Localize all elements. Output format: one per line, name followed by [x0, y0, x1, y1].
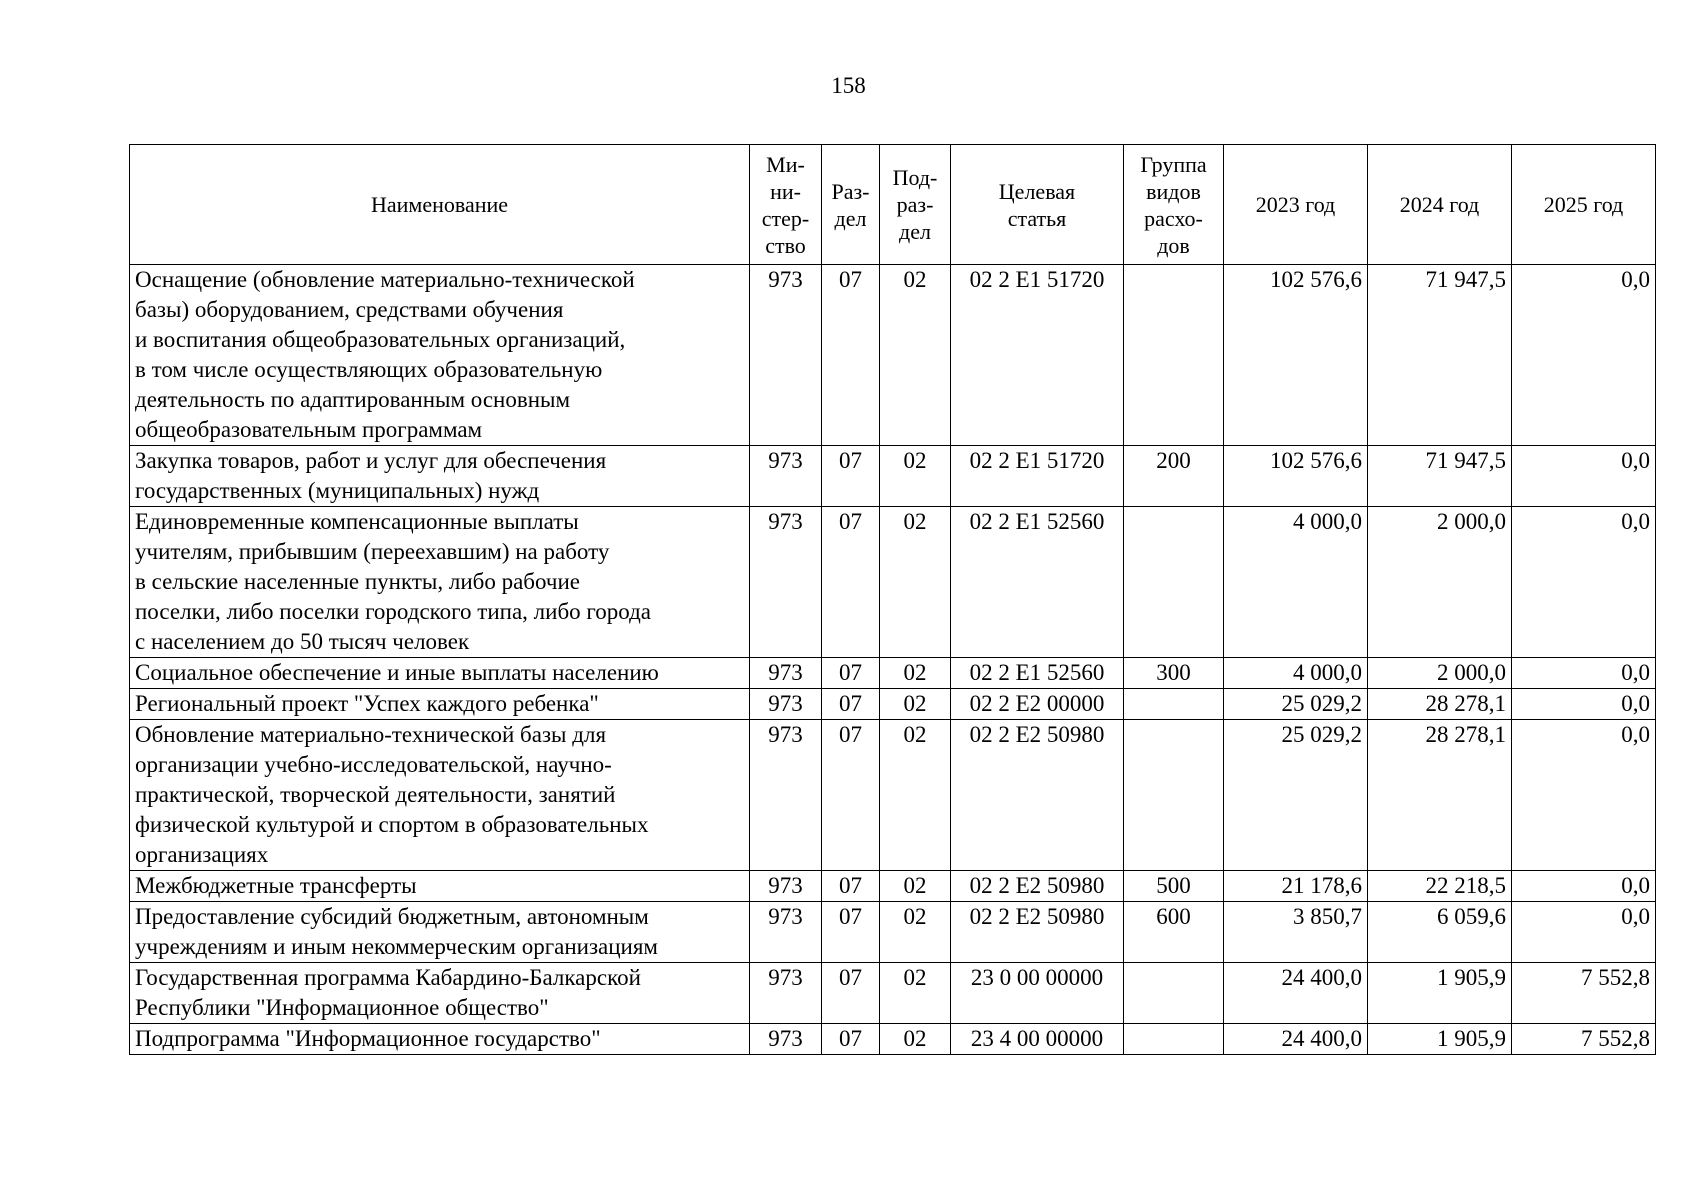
cell-target: 02 2 Е2 50980 — [951, 720, 1124, 871]
cell-target: 23 0 00 00000 — [951, 963, 1124, 1024]
cell-section: 07 — [822, 446, 880, 507]
cell-section: 07 — [822, 963, 880, 1024]
cell-subsection: 02 — [880, 446, 951, 507]
cell-year-2025: 0,0 — [1512, 902, 1656, 963]
header-row — [130, 145, 1656, 265]
cell-subsection: 02 — [880, 689, 951, 720]
cell-section: 07 — [822, 265, 880, 446]
cell-section: 07 — [822, 902, 880, 963]
cell-year-2023: 24 400,0 — [1224, 1024, 1368, 1055]
cell-subsection: 02 — [880, 720, 951, 871]
cell-year-2024: 71 947,5 — [1368, 265, 1512, 446]
header-year-2025: 2025 год — [1512, 145, 1656, 265]
table-row — [130, 1024, 1656, 1055]
cell-subsection: 02 — [880, 871, 951, 902]
cell-year-2024: 71 947,5 — [1368, 446, 1512, 507]
cell-subsection: 02 — [880, 658, 951, 689]
header-subsection: Под- раз- дел — [880, 145, 951, 265]
cell-year-2024: 2 000,0 — [1368, 658, 1512, 689]
table-row — [130, 507, 1656, 658]
cell-expense-group — [1124, 507, 1224, 658]
table-row — [130, 658, 1656, 689]
cell-ministry: 973 — [750, 1024, 822, 1055]
cell-year-2023: 25 029,2 — [1224, 689, 1368, 720]
header-ministry: Ми- ни- стер- ство — [750, 145, 822, 265]
cell-ministry: 973 — [750, 720, 822, 871]
table-row — [130, 902, 1656, 963]
cell-name: Государственная программа Кабардино-Балкарской Республики "Информационное общество" — [130, 963, 750, 1024]
cell-expense-group — [1124, 720, 1224, 871]
cell-year-2023: 4 000,0 — [1224, 507, 1368, 658]
cell-name: Подпрограмма "Информационное государство" — [130, 1024, 750, 1055]
table-row — [130, 446, 1656, 507]
table-row — [130, 689, 1656, 720]
cell-year-2023: 102 576,6 — [1224, 446, 1368, 507]
cell-year-2025: 0,0 — [1512, 658, 1656, 689]
cell-name: Закупка товаров, работ и услуг для обеспечения государственных (муниципальных) нужд — [130, 446, 750, 507]
cell-target: 02 2 Е2 50980 — [951, 902, 1124, 963]
cell-target: 02 2 Е2 50980 — [951, 871, 1124, 902]
cell-ministry: 973 — [750, 871, 822, 902]
cell-year-2023: 21 178,6 — [1224, 871, 1368, 902]
table-header — [130, 145, 1656, 265]
cell-name: Социальное обеспечение и иные выплаты населению — [130, 658, 750, 689]
cell-section: 07 — [822, 1024, 880, 1055]
cell-year-2024: 6 059,6 — [1368, 902, 1512, 963]
table-row — [130, 720, 1656, 871]
cell-name: Межбюджетные трансферты — [130, 871, 750, 902]
cell-name: Обновление материально-технической базы для организации учебно-исследовательской, научно- практической, творческой деятельности, занятий физической культурой и спортом в образовательных организациях — [130, 720, 750, 871]
cell-ministry: 973 — [750, 658, 822, 689]
table-row — [130, 265, 1656, 446]
cell-year-2024: 28 278,1 — [1368, 689, 1512, 720]
cell-section: 07 — [822, 871, 880, 902]
cell-year-2025: 0,0 — [1512, 871, 1656, 902]
cell-year-2025: 0,0 — [1512, 265, 1656, 446]
cell-expense-group — [1124, 265, 1224, 446]
cell-year-2023: 24 400,0 — [1224, 963, 1368, 1024]
cell-section: 07 — [822, 658, 880, 689]
cell-ministry: 973 — [750, 507, 822, 658]
cell-year-2023: 102 576,6 — [1224, 265, 1368, 446]
cell-year-2025: 7 552,8 — [1512, 963, 1656, 1024]
cell-subsection: 02 — [880, 963, 951, 1024]
cell-ministry: 973 — [750, 265, 822, 446]
cell-expense-group: 600 — [1124, 902, 1224, 963]
header-year-2024: 2024 год — [1368, 145, 1512, 265]
cell-year-2024: 2 000,0 — [1368, 507, 1512, 658]
cell-name: Региональный проект "Успех каждого ребенка" — [130, 689, 750, 720]
cell-expense-group: 500 — [1124, 871, 1224, 902]
cell-target: 02 2 Е1 52560 — [951, 658, 1124, 689]
cell-target: 02 2 Е1 51720 — [951, 446, 1124, 507]
cell-year-2025: 0,0 — [1512, 689, 1656, 720]
cell-expense-group: 200 — [1124, 446, 1224, 507]
header-section: Раз- дел — [822, 145, 880, 265]
cell-ministry: 973 — [750, 902, 822, 963]
cell-target: 02 2 Е1 51720 — [951, 265, 1124, 446]
cell-year-2024: 28 278,1 — [1368, 720, 1512, 871]
cell-expense-group — [1124, 963, 1224, 1024]
cell-year-2024: 1 905,9 — [1368, 963, 1512, 1024]
table-body — [130, 265, 1656, 1055]
header-expense-group: Группа видов расхо- дов — [1124, 145, 1224, 265]
cell-name: Оснащение (обновление материально-технической базы) оборудованием, средствами обучения и воспитания общеобразовательных организаций, в том числе осуществляющих образовательную деятельность по адаптированным основным общеобразовательным программам — [130, 265, 750, 446]
cell-section: 07 — [822, 507, 880, 658]
cell-ministry: 973 — [750, 446, 822, 507]
cell-year-2025: 7 552,8 — [1512, 1024, 1656, 1055]
header-year-2023: 2023 год — [1224, 145, 1368, 265]
cell-section: 07 — [822, 689, 880, 720]
cell-ministry: 973 — [750, 963, 822, 1024]
header-name: Наименование — [130, 145, 750, 265]
cell-year-2023: 3 850,7 — [1224, 902, 1368, 963]
cell-expense-group — [1124, 689, 1224, 720]
cell-subsection: 02 — [880, 902, 951, 963]
cell-year-2024: 1 905,9 — [1368, 1024, 1512, 1055]
cell-subsection: 02 — [880, 265, 951, 446]
table-row — [130, 963, 1656, 1024]
cell-year-2023: 4 000,0 — [1224, 658, 1368, 689]
cell-name: Предоставление субсидий бюджетным, автономным учреждениям и иным некоммерческим организациям — [130, 902, 750, 963]
cell-subsection: 02 — [880, 507, 951, 658]
cell-section: 07 — [822, 720, 880, 871]
cell-year-2025: 0,0 — [1512, 507, 1656, 658]
budget-table — [129, 144, 1656, 1055]
cell-year-2024: 22 218,5 — [1368, 871, 1512, 902]
header-target: Целевая статья — [951, 145, 1124, 265]
cell-expense-group: 300 — [1124, 658, 1224, 689]
cell-target: 02 2 Е2 00000 — [951, 689, 1124, 720]
page-number: 158 — [831, 73, 866, 98]
cell-year-2025: 0,0 — [1512, 446, 1656, 507]
cell-year-2023: 25 029,2 — [1224, 720, 1368, 871]
table-row — [130, 871, 1656, 902]
cell-year-2025: 0,0 — [1512, 720, 1656, 871]
cell-target: 23 4 00 00000 — [951, 1024, 1124, 1055]
cell-target: 02 2 Е1 52560 — [951, 507, 1124, 658]
cell-ministry: 973 — [750, 689, 822, 720]
cell-name: Единовременные компенсационные выплаты учителям, прибывшим (переехавшим) на работу в сельские населенные пункты, либо рабочие поселки, либо поселки городского типа, либо города с населением до 50 тысяч человек — [130, 507, 750, 658]
cell-subsection: 02 — [880, 1024, 951, 1055]
cell-expense-group — [1124, 1024, 1224, 1055]
